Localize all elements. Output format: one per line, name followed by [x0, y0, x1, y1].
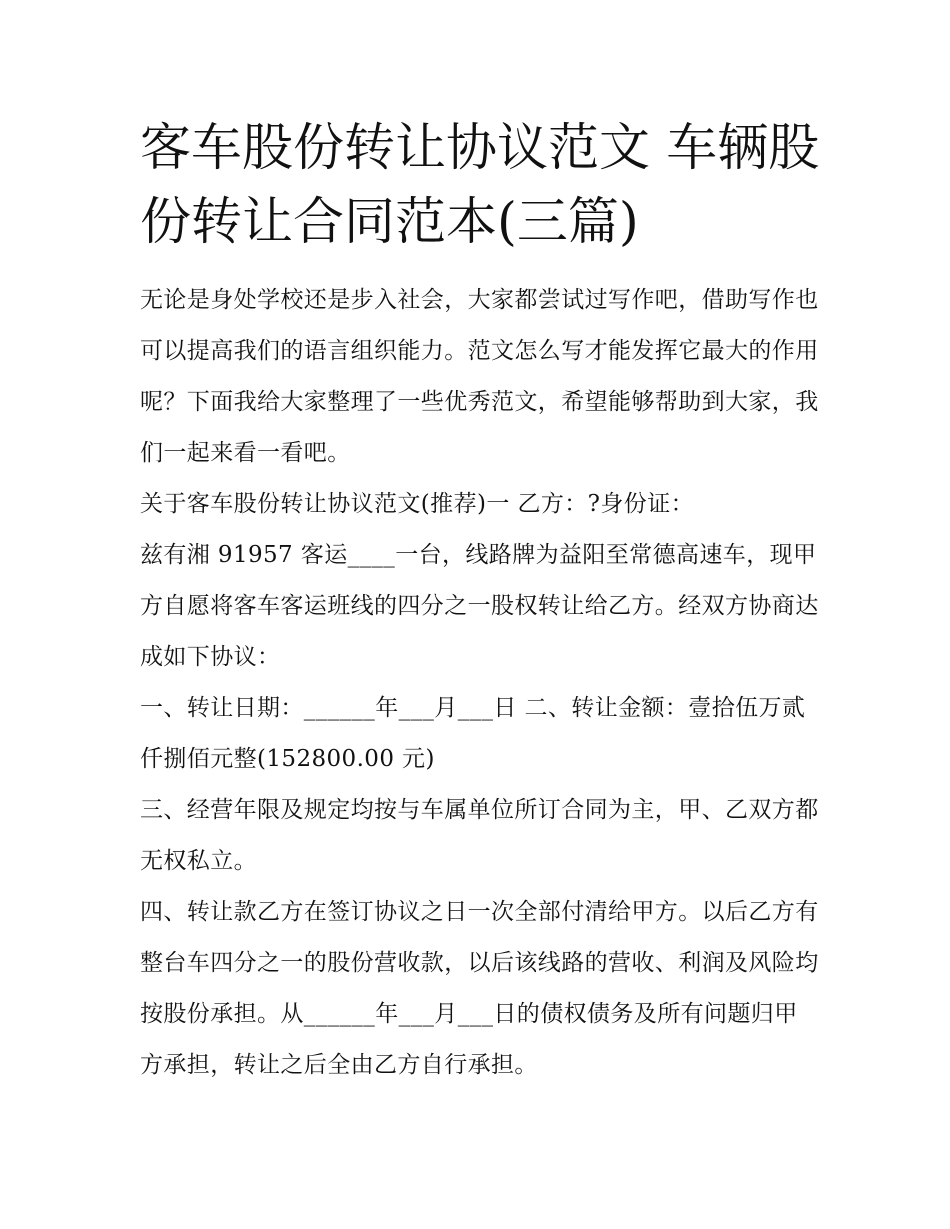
document-body [140, 275, 820, 1091]
clause-1-2-paragraph: 一、转让日期：______年___月___日 二、转让金额：壹拾伍万贰仟捌佰元整(152800.00 元) [140, 695, 806, 772]
clause-4-paragraph: 四、转让款乙方在签订协议之日一次全部付清给甲方。以后乙方有整台车四分之一的股份营收款，以后该线路的营收、利润及风险均按股份承担。从______年___月___日的债权债务及所有问题归甲方承担，转让之后全由乙方自行承担。 [140, 899, 819, 1078]
vehicle-paragraph: 兹有湘 91957 客运____一台，线路牌为益阳至常德高速车，现甲方自愿将客车客运班线的四分之一股权转让给乙方。经双方协商达成如下协议： [140, 542, 819, 670]
clause-3-paragraph: 三、经营年限及规定均按与车属单位所订合同为主，甲、乙双方都无权私立。 [140, 797, 819, 874]
intro-paragraph: 无论是身处学校还是步入社会，大家都尝试过写作吧，借助写作也可以提高我们的语言组织能力。范文怎么写才能发挥它最大的作用呢？下面我给大家整理了一些优秀范文，希望能够帮助到大家，我们一起来看一看吧。 [140, 287, 819, 466]
document-title: 客车股份转让协议范文 车辆股份转让合同范本(三篇) [140, 119, 820, 252]
agreement-heading-paragraph: 关于客车股份转让协议范文(推荐)一 乙方：?身份证： [140, 491, 694, 517]
